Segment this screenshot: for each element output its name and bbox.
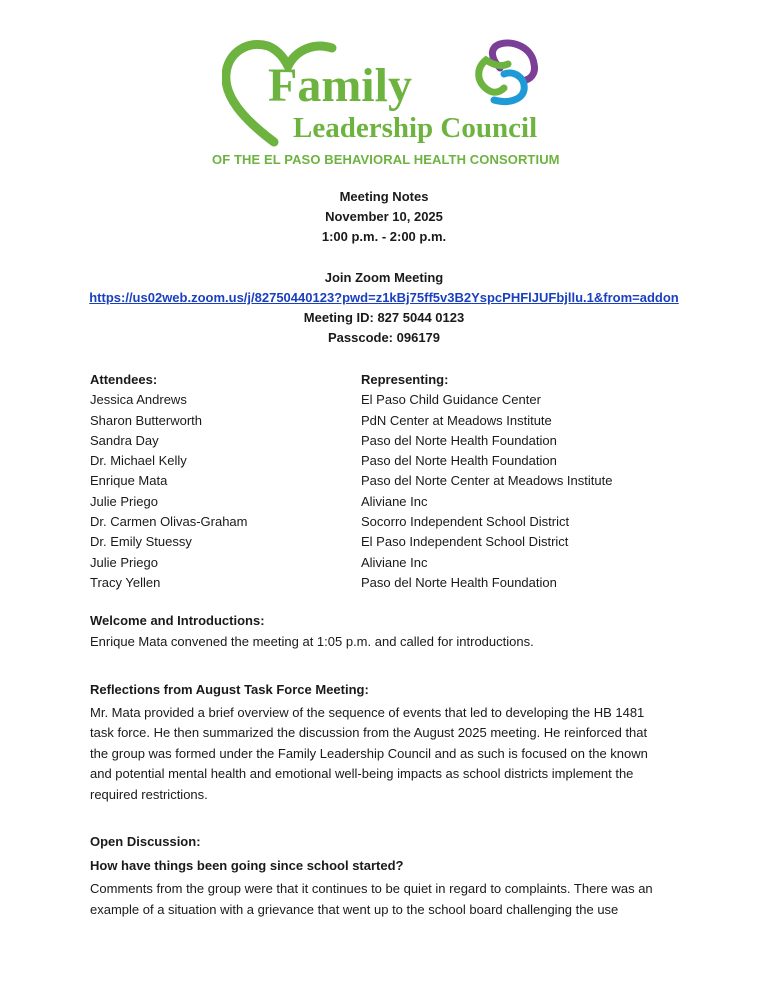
attendees-table xyxy=(90,370,710,593)
reflections-line: the group was formed under the Family Leadership Council and as such is focused on the known xyxy=(90,745,648,761)
attendee-row xyxy=(90,553,710,573)
logo-leadership-council-text: Leadership Council xyxy=(293,112,538,144)
attendees-header: Attendees: xyxy=(90,372,158,387)
open-discussion-line: example of a situation with a grievance that went up to the school board challenging the use xyxy=(90,901,619,917)
welcome-section xyxy=(90,611,710,652)
logo-family-text: Family xyxy=(268,59,412,112)
attendee-name: Julie Priego xyxy=(90,554,158,570)
attendee-row xyxy=(90,390,710,410)
attendee-name: Sandra Day xyxy=(90,432,159,448)
attendee-org: Socorro Independent School District xyxy=(361,514,570,530)
meeting-id: Meeting ID: 827 5044 0123 xyxy=(303,310,465,325)
attendee-name: Julie Priego xyxy=(90,493,158,509)
meeting-date: November 10, 2025 xyxy=(325,209,443,224)
representing-header: Representing: xyxy=(361,372,449,387)
reflections-line: required restrictions. xyxy=(90,786,208,802)
attendee-row xyxy=(90,532,710,552)
open-discussion-line: Comments from the group were that it continues to be quiet in regard to complaints. There was an xyxy=(90,881,653,896)
attendee-org: Paso del Norte Health Foundation xyxy=(361,453,557,469)
attendee-org: El Paso Independent School District xyxy=(361,534,569,550)
attendee-row xyxy=(90,431,710,451)
attendee-name: Dr. Emily Stuessy xyxy=(90,534,192,550)
welcome-body: Enrique Mata convened the meeting at 1:05 p.m. and called for introductions. xyxy=(90,633,534,649)
zoom-heading: Join Zoom Meeting xyxy=(324,270,444,285)
attendee-name: Sharon Butterworth xyxy=(90,412,203,428)
attendee-row xyxy=(90,471,710,491)
attendee-org: PdN Center at Meadows Institute xyxy=(361,412,552,428)
zoom-info xyxy=(0,268,768,348)
open-discussion-heading: Open Discussion: xyxy=(90,834,201,849)
logo-subtitle: OF THE EL PASO BEHAVIORAL HEALTH CONSORTIUM xyxy=(212,152,560,167)
attendee-name: Tracy Yellen xyxy=(90,574,161,590)
welcome-heading: Welcome and Introductions: xyxy=(90,613,265,628)
attendee-row xyxy=(90,411,710,431)
attendee-org: Paso del Norte Health Foundation xyxy=(361,574,557,590)
attendee-name: Dr. Michael Kelly xyxy=(90,453,187,469)
attendee-name: Jessica Andrews xyxy=(90,392,187,408)
meeting-header xyxy=(0,187,768,247)
attendee-row xyxy=(90,492,710,512)
attendee-row xyxy=(90,573,710,593)
logo xyxy=(0,0,768,175)
reflections-heading: Reflections from August Task Force Meeting: xyxy=(90,682,369,697)
meeting-time: 1:00 p.m. - 2:00 p.m. xyxy=(321,229,447,244)
open-discussion-section xyxy=(90,832,710,920)
attendee-name: Dr. Carmen Olivas-Graham xyxy=(90,514,248,530)
attendee-name: Enrique Mata xyxy=(90,473,168,489)
attendee-row xyxy=(90,451,710,471)
attendee-row xyxy=(90,512,710,532)
attendee-org: Paso del Norte Center at Meadows Institute xyxy=(361,473,613,489)
attendee-org: Aliviane Inc xyxy=(361,493,428,509)
reflections-section xyxy=(90,680,710,805)
passcode: Passcode: 096179 xyxy=(327,330,441,345)
reflections-line: Mr. Mata provided a brief overview of the sequence of events that led to developing the HB 1481 xyxy=(90,704,645,720)
reflections-line: task force. He then summarized the discussion from the August 2025 meeting. He reinforced that xyxy=(90,725,648,740)
attendee-org: Paso del Norte Health Foundation xyxy=(361,432,557,448)
zoom-link[interactable]: https://us02web.zoom.us/j/82750440123?pwd=z1kBj75ff5v3B2YspcPHFlJUFbjllu.1&from=addon xyxy=(89,290,679,305)
attendees-header-row xyxy=(90,370,710,390)
attendee-org: Aliviane Inc xyxy=(361,554,428,570)
swirl-icon xyxy=(470,38,542,106)
attendee-org: El Paso Child Guidance Center xyxy=(361,392,541,408)
reflections-line: and potential mental health and emotional well-being impacts as school districts implement the xyxy=(90,766,634,781)
open-discussion-question: How have things been going since school started? xyxy=(90,857,404,873)
meeting-title: Meeting Notes xyxy=(339,189,429,204)
